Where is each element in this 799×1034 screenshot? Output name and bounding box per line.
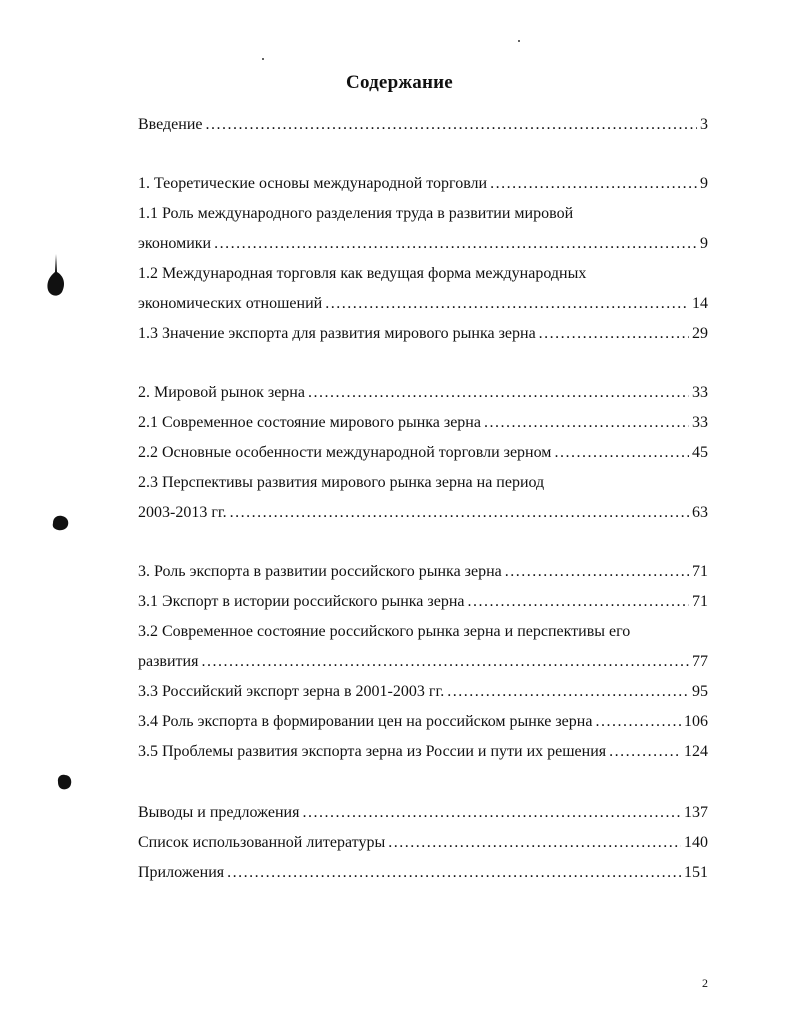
toc-entry-bibliography: Список использованной литературы ..... 140 bbox=[138, 828, 708, 858]
toc-entry-3-1: 3.1 Экспорт в истории российского рынка зерна ..... 71 bbox=[138, 587, 708, 617]
toc-entry-2-1: 2.1 Современное состояние мирового рынка зерна ..... 33 bbox=[138, 408, 708, 438]
toc-entry-1-2: 1.2 Международная торговля как ведущая форма международных экономических отношений ..... 14 bbox=[138, 259, 708, 319]
scan-speck bbox=[518, 40, 520, 42]
binding-hole-mark bbox=[50, 514, 70, 532]
binding-hole-mark bbox=[54, 772, 74, 792]
page-title: Содержание bbox=[346, 72, 453, 93]
toc-entry-chapter-1: 1. Теоретические основы международной торговли ..... 9 bbox=[138, 169, 708, 199]
toc-entry-3-4: 3.4 Роль экспорта в формировании цен на российском рынке зерна ..... 106 bbox=[138, 707, 708, 737]
toc-entry-3-5: 3.5 Проблемы развития экспорта зерна из России и пути их решения ..... 124 bbox=[138, 737, 708, 767]
toc-entry-introduction: Введение ..... 3 bbox=[138, 110, 708, 140]
toc-entry-chapter-3: 3. Роль экспорта в развитии российского рынка зерна ..... 71 bbox=[138, 557, 708, 587]
toc-entry-1-1: 1.1 Роль международного разделения труда в развитии мировой экономики ..... 9 bbox=[138, 199, 708, 259]
toc-entry-3-3: 3.3 Российский экспорт зерна в 2001-2003 гг. ..... 95 bbox=[138, 677, 708, 707]
binding-hole-mark bbox=[44, 254, 68, 298]
toc-entry-2-2: 2.2 Основные особенности международной торговли зерном ..... 45 bbox=[138, 438, 708, 468]
toc-entry-1-3: 1.3 Значение экспорта для развития мирового рынка зерна ..... 29 bbox=[138, 319, 708, 349]
toc-entry-appendices: Приложения ..... 151 bbox=[138, 858, 708, 888]
toc-entry-conclusions: Выводы и предложения ..... 137 bbox=[138, 798, 708, 828]
table-of-contents bbox=[138, 110, 708, 888]
toc-entry-chapter-2: 2. Мировой рынок зерна ..... 33 bbox=[138, 378, 708, 408]
toc-entry-3-2: 3.2 Современное состояние российского рынка зерна и перспективы его развития ..... 77 bbox=[138, 617, 708, 677]
toc-entry-2-3: 2.3 Перспективы развития мирового рынка зерна на период 2003-2013 гг. ..... 63 bbox=[138, 468, 708, 528]
scan-speck bbox=[262, 58, 264, 60]
page-number: 2 bbox=[702, 976, 708, 990]
